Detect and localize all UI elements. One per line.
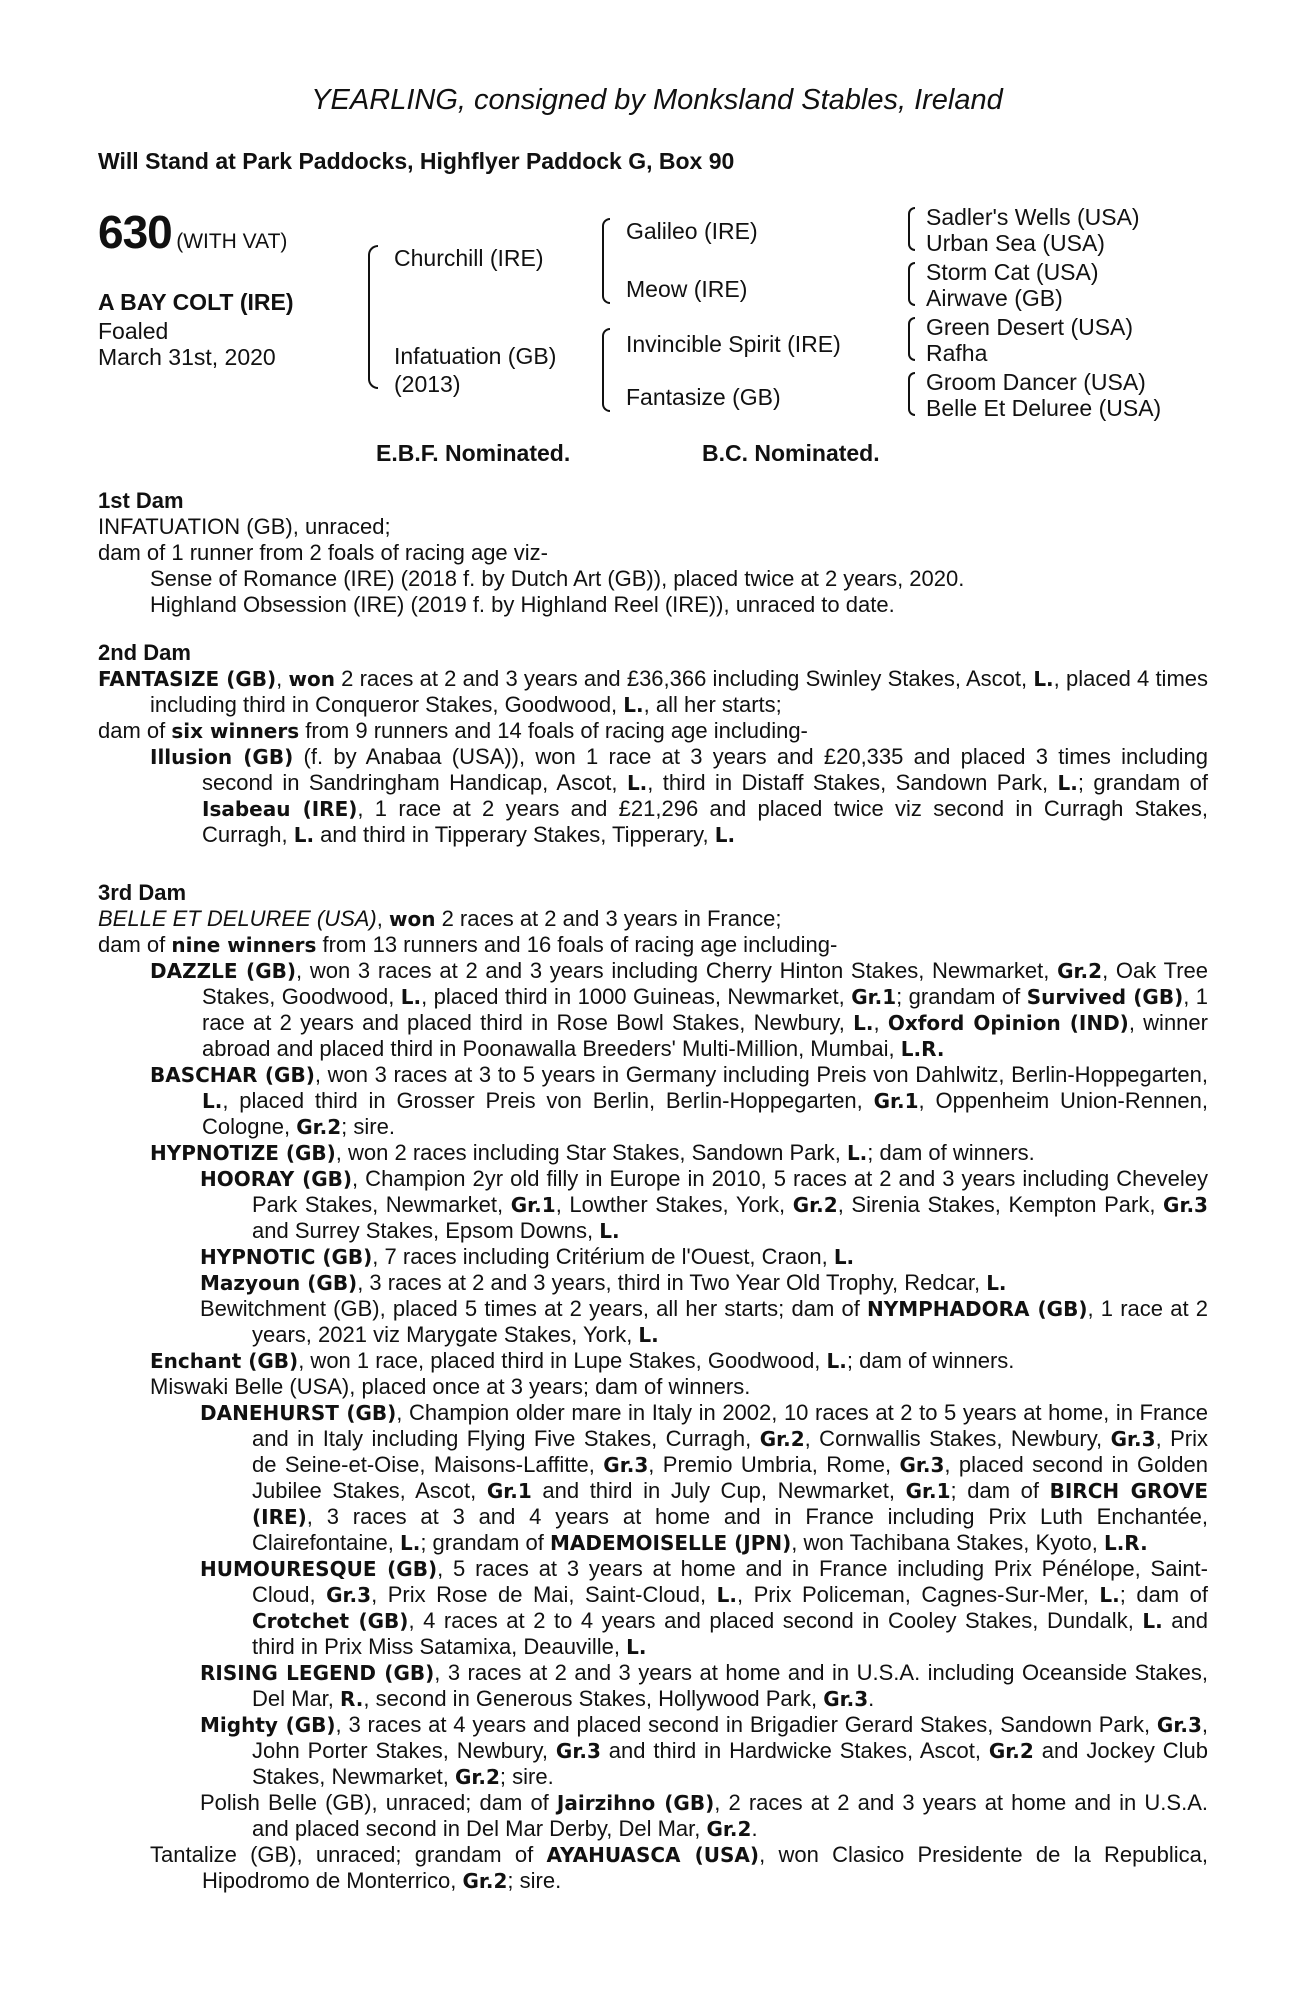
dd-sire: Groom Dancer (USA) xyxy=(926,369,1146,395)
first-dam-produce: dam of 1 runner from 2 foals of racing age viz- xyxy=(98,540,548,565)
vat-note: (WITH VAT) xyxy=(176,230,288,253)
second-dam-produce: dam of six winners from 9 runners and 14 foals of racing age including- xyxy=(98,718,808,743)
pedigree-bracket-sd xyxy=(908,262,915,306)
offspring-entry: Bewitchment (GB), placed 5 times at 2 years, all her starts; dam of NYMPHADORA (GB), 1 race at 2 years, 2021 viz Marygate Stakes, York, L. xyxy=(200,1296,1208,1347)
offspring-entry: DANEHURST (GB), Champion older mare in Italy in 2002, 10 races at 2 to 5 years at home, in France and in Italy including Flying Five Stakes, Curragh, Gr.2, Cornwallis Stakes, Newbury, Gr.3, Prix de Seine-et-Oise, Maisons-Laffitte, Gr.3, Premio Umbria, Rome, Gr.3, placed second in Golden Jubilee Stakes, Ascot, Gr.1 and third in July Cup, Newmarket, Gr.1; dam of BIRCH GROVE (IRE), 3 races at 3 and 4 years at home and in France including Prix Luth Enchantée, Clairefontaine, L.; grandam of MADEMOISELLE (JPN), won Tachibana Stakes, Kyoto, L.R. xyxy=(200,1400,1209,1555)
ds-dam: Rafha xyxy=(926,340,988,366)
offspring-entry: Miswaki Belle (USA), placed once at 3 years; dam of winners. xyxy=(150,1374,751,1399)
dam-sire: Invincible Spirit (IRE) xyxy=(626,331,841,357)
catalogue-title: YEARLING, consigned by Monksland Stables, Ireland xyxy=(311,84,1003,116)
offspring-entry: Polish Belle (GB), unraced; dam of Jairzihno (GB), 2 races at 2 and 3 years at home and in U.S.A. and placed second in Del Mar Derby, Del Mar, Gr.2. xyxy=(200,1790,1208,1841)
horse-name: BELLE ET DELUREE (USA) xyxy=(98,906,377,931)
offspring-entry: Enchant (GB), won 1 race, placed third in Lupe Stakes, Goodwood, L.; dam of winners. xyxy=(150,1348,1015,1373)
offspring-entry: Mazyoun (GB), 3 races at 2 and 3 years, third in Two Year Old Trophy, Redcar, L. xyxy=(200,1270,1007,1295)
offspring-entry: RISING LEGEND (GB), 3 races at 2 and 3 years at home and in U.S.A. including Oceanside Stakes, Del Mar, R., second in Generous Stakes, Hollywood Park, Gr.3. xyxy=(200,1660,1208,1711)
offspring-entry: DAZZLE (GB), won 3 races at 2 and 3 years including Cherry Hinton Stakes, Newmarket, Gr.2, Oak Tree Stakes, Goodwood, L., placed third in 1000 Guineas, Newmarket, Gr.1; grandam of Survived (GB), 1 race at 2 years and placed third in Rose Bowl Stakes, Newbury, L., Oxford Opinion (IND), winner abroad and placed third in Poonawalla Breeders' Multi-Million, Mumbai, L.R. xyxy=(150,958,1208,1061)
offspring-entry: HOORAY (GB), Champion 2yr old filly in Europe in 2010, 5 races at 2 and 3 years including Cheveley Park Stakes, Newmarket, Gr.1, Lowther Stakes, York, Gr.2, Sirenia Stakes, Kempton Park, Gr.3 and Surrey Stakes, Epsom Downs, L. xyxy=(200,1166,1208,1243)
sire-sire: Galileo (IRE) xyxy=(626,218,758,244)
pedigree-bracket-ds xyxy=(908,317,915,361)
offspring-entry: HYPNOTIZE (GB), won 2 races including Star Stakes, Sandown Park, L.; dam of winners. xyxy=(150,1140,1035,1165)
offspring-entry: Highland Obsession (IRE) (2019 f. by Highland Reel (IRE)), unraced to date. xyxy=(150,592,895,617)
sd-sire: Storm Cat (USA) xyxy=(926,259,1099,285)
dam-dam: Fantasize (GB) xyxy=(626,384,781,410)
dam-year: (2013) xyxy=(394,371,461,397)
ss-sire: Sadler's Wells (USA) xyxy=(926,204,1140,230)
dd-dam: Belle Et Deluree (USA) xyxy=(926,395,1162,421)
offspring-entry: Sense of Romance (IRE) (2018 f. by Dutch Art (GB)), placed twice at 2 years, 2020. xyxy=(150,566,965,591)
offspring-entry: BASCHAR (GB), won 3 races at 3 to 5 years in Germany including Preis von Dahlwitz, Berlin-Hoppegarten, L., placed third in Grosser Preis von Berlin, Berlin-Hoppegarten, Gr.1, Oppenheim Union-Rennen, Cologne, Gr.2; sire. xyxy=(150,1062,1209,1139)
offspring-entry: Mighty (GB), 3 races at 4 years and placed second in Brigadier Gerard Stakes, Sandown Park, Gr.3, John Porter Stakes, Newbury, Gr.3 and third in Hardwicke Stakes, Ascot, Gr.2 and Jockey Club Stakes, Newmarket, Gr.2; sire. xyxy=(200,1712,1208,1789)
sire-dam: Meow (IRE) xyxy=(626,276,748,302)
pedigree-bracket-dam xyxy=(602,328,610,412)
ss-dam: Urban Sea (USA) xyxy=(926,230,1105,256)
first-dam-name: INFATUATION (GB), unraced; xyxy=(98,514,391,539)
third-dam-entry: BELLE ET DELUREE (USA), won 2 races at 2 and 3 years in France; xyxy=(98,906,782,931)
lot-block xyxy=(98,205,287,259)
foaled-label: Foaled xyxy=(98,318,169,344)
won-label: won xyxy=(288,667,335,691)
third-dam-produce: dam of nine winners from 13 runners and 16 foals of racing age including- xyxy=(98,932,838,957)
offspring-entry: Illusion (GB) (f. by Anabaa (USA)), won 1 race at 3 years and £20,335 and placed 3 times including second in Sandringham Handicap, Ascot, L., third in Distaff Stakes, Sandown Park, L.; grandam of Isabeau (IRE), 1 race at 2 years and £21,296 and placed twice viz second in Curragh Stakes, Curragh, L. and third in Tipperary Stakes, Tipperary, L. xyxy=(150,744,1208,847)
stand-location: Will Stand at Park Paddocks, Highflyer Paddock G, Box 90 xyxy=(98,148,735,174)
horse-name: Illusion (GB) xyxy=(150,745,294,769)
second-dam-section xyxy=(98,640,1208,848)
pedigree-bracket-ss xyxy=(908,207,915,251)
first-dam-section xyxy=(98,488,1208,618)
second-dam-entry: FANTASIZE (GB), won 2 races at 2 and 3 years and £36,366 including Swinley Stakes, Ascot, L., placed 4 times including third in Conqueror Stakes, Goodwood, L., all her starts; xyxy=(98,666,1209,717)
pedigree-bracket-sire xyxy=(602,218,610,304)
foaled-date: March 31st, 2020 xyxy=(98,344,276,370)
dam-name: Infatuation (GB) xyxy=(394,343,557,369)
third-dam-heading: 3rd Dam xyxy=(98,880,187,905)
second-dam-heading: 2nd Dam xyxy=(98,640,191,665)
first-dam-heading: 1st Dam xyxy=(98,488,184,513)
offspring-entry: Tantalize (GB), unraced; grandam of AYAHUASCA (USA), won Clasico Presidente de la Republica, Hipodromo de Monterrico, Gr.2; sire. xyxy=(150,1842,1208,1893)
pedigree-bracket-main xyxy=(368,245,378,389)
offspring-entry: HUMOURESQUE (GB), 5 races at 3 years at home and in France including Prix Pénélope, Saint-Cloud, Gr.3, Prix Rose de Mai, Saint-Cloud, L., Prix Policeman, Cagnes-Sur-Mer, L.; dam of Crotchet (GB), 4 races at 2 to 4 years and placed second in Cooley Stakes, Dundalk, L. and third in Prix Miss Satamixa, Deauville, L. xyxy=(200,1556,1208,1659)
sd-dam: Airwave (GB) xyxy=(926,285,1063,311)
horse-description: A BAY COLT (IRE) xyxy=(98,289,294,315)
ds-sire: Green Desert (USA) xyxy=(926,314,1134,340)
bc-nominated: B.C. Nominated. xyxy=(702,440,880,466)
sire-name: Churchill (IRE) xyxy=(394,245,544,271)
offspring-entry: HYPNOTIC (GB), 7 races including Critérium de l'Ouest, Craon, L. xyxy=(200,1244,855,1269)
third-dam-section xyxy=(98,880,1208,1894)
horse-name: FANTASIZE (GB) xyxy=(98,667,277,691)
lot-number: 630 xyxy=(98,206,172,258)
pedigree-bracket-dd xyxy=(908,372,915,416)
ebf-nominated: E.B.F. Nominated. xyxy=(376,440,571,466)
